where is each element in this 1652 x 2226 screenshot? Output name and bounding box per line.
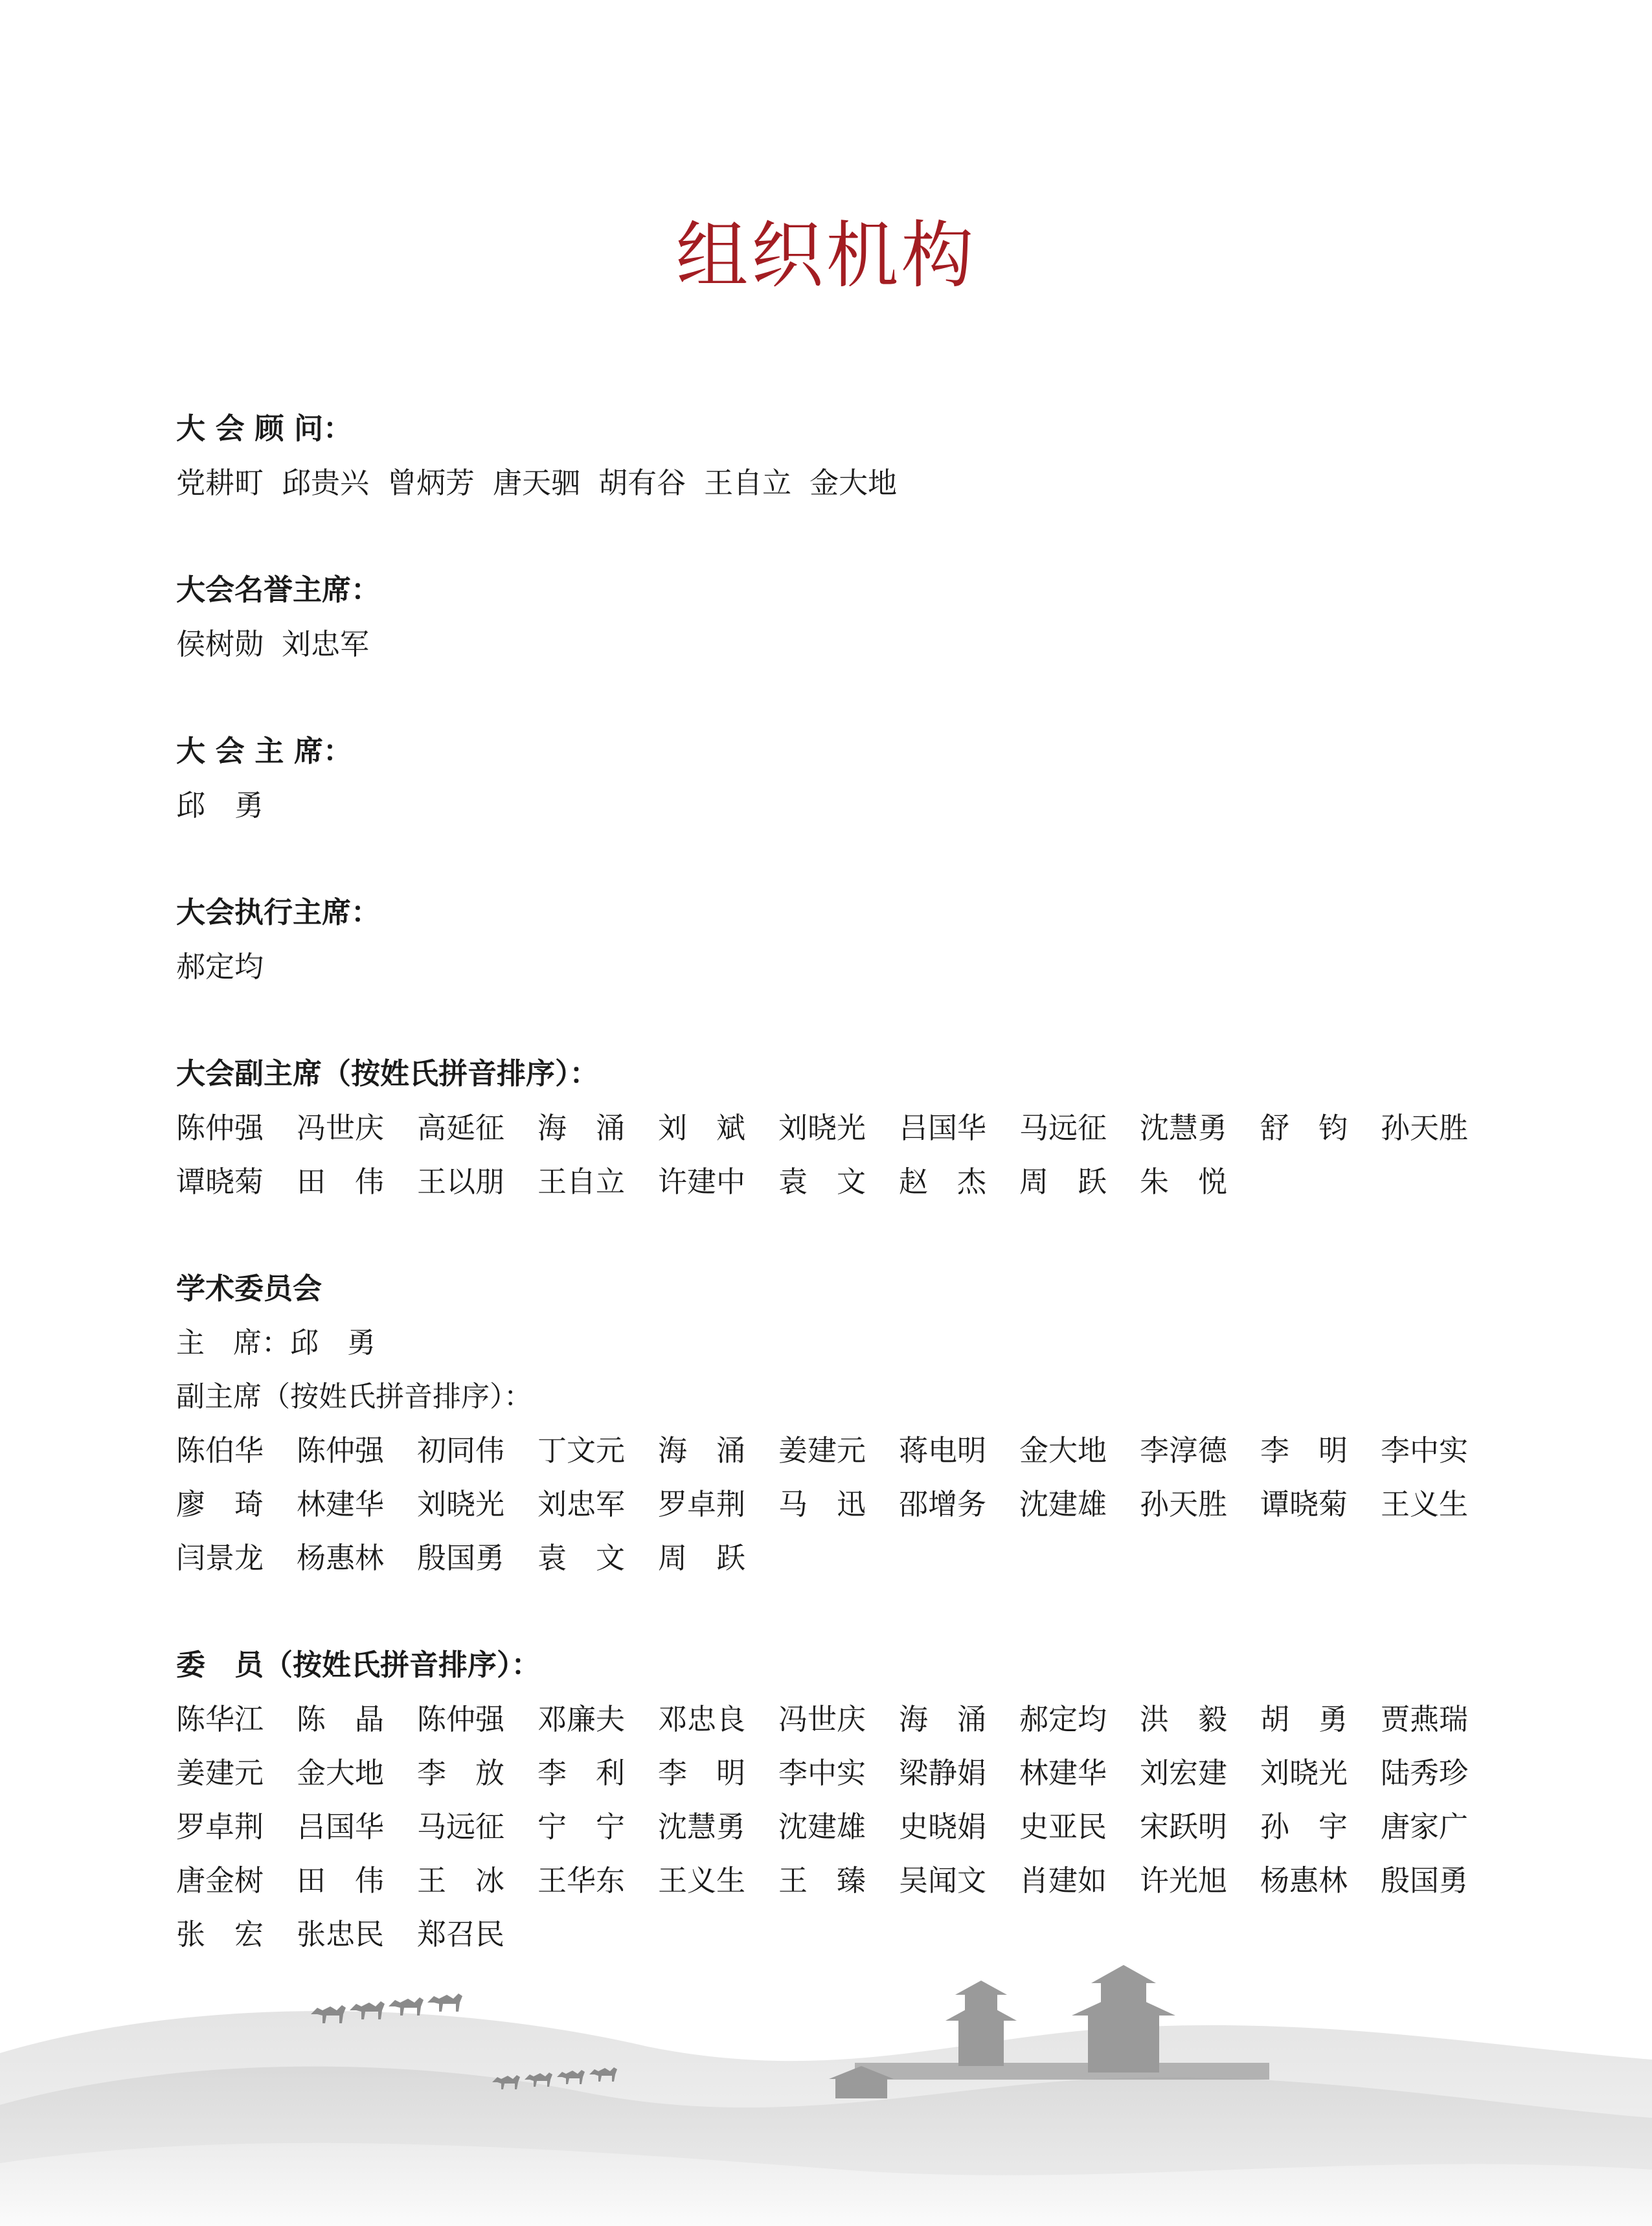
advisors-names xyxy=(176,456,1484,510)
member-name: 吴闻文 xyxy=(899,1863,987,1898)
academic-vice-name: 袁 文 xyxy=(537,1541,626,1575)
academic-vice-name: 海 涌 xyxy=(658,1433,746,1468)
academic-vice-name: 姜建元 xyxy=(778,1433,866,1468)
honorary-chair-names xyxy=(176,617,1484,671)
desert-landscape-illustration xyxy=(0,1956,1652,2226)
executive-chair-names xyxy=(176,940,1484,994)
member-name: 宁 宁 xyxy=(537,1810,626,1844)
member-name: 史晓娟 xyxy=(899,1810,987,1844)
member-name: 王 冰 xyxy=(417,1863,505,1898)
member-name: 金大地 xyxy=(297,1756,385,1790)
academic-vice-name: 谭晓菊 xyxy=(1260,1487,1348,1521)
member-name: 李中实 xyxy=(778,1756,866,1790)
member-name: 冯世庆 xyxy=(778,1702,866,1736)
member-name: 贾燕瑞 xyxy=(1381,1702,1469,1736)
member-name: 陆秀珍 xyxy=(1381,1756,1469,1790)
advisor-name: 党耕町 xyxy=(176,466,264,500)
member-name: 刘宏建 xyxy=(1140,1756,1228,1790)
academic-vice-name: 杨惠林 xyxy=(297,1541,385,1575)
member-name: 陈 晶 xyxy=(297,1702,385,1736)
academic-vice-name: 陈仲强 xyxy=(297,1433,385,1468)
academic-committee-heading: 学术委员会 xyxy=(176,1271,322,1306)
members-row xyxy=(176,1800,1484,1854)
vice-chair-name: 冯世庆 xyxy=(297,1111,385,1145)
member-name: 陈华江 xyxy=(176,1702,264,1736)
vice-chair-name: 刘 斌 xyxy=(658,1111,746,1145)
page-title: 组织机构 xyxy=(675,214,977,298)
vice-chair-name: 王自立 xyxy=(537,1164,626,1199)
members-row xyxy=(176,1746,1484,1800)
honorary-chair-heading: 大会名誉主席： xyxy=(176,573,381,607)
member-name: 殷国勇 xyxy=(1381,1863,1469,1898)
member-name: 李 利 xyxy=(537,1756,626,1790)
section-academic-committee xyxy=(176,1262,1484,1585)
chair-names xyxy=(176,778,1484,832)
vice-chair-name: 袁 文 xyxy=(778,1164,866,1199)
chair-heading: 大 会 主 席： xyxy=(176,734,352,768)
vice-chair-name: 高延征 xyxy=(417,1111,505,1145)
member-name: 邓忠良 xyxy=(658,1702,746,1736)
member-name: 洪 毅 xyxy=(1140,1702,1228,1736)
member-name: 刘晓光 xyxy=(1260,1756,1348,1790)
vice-chair-name: 刘晓光 xyxy=(778,1111,866,1145)
member-name: 林建华 xyxy=(1019,1756,1107,1790)
member-name: 姜建元 xyxy=(176,1756,264,1790)
executive-chair-heading: 大会执行主席： xyxy=(176,895,381,929)
member-name: 孙 宇 xyxy=(1260,1810,1348,1844)
member-name: 梁静娟 xyxy=(899,1756,987,1790)
vice-chair-name: 谭晓菊 xyxy=(176,1164,264,1199)
academic-vice-name: 马 迅 xyxy=(778,1487,866,1521)
academic-vice-name: 初同伟 xyxy=(417,1433,505,1468)
section-executive-chair xyxy=(176,885,1484,994)
academic-vice-name: 金大地 xyxy=(1019,1433,1107,1468)
member-name: 李 明 xyxy=(658,1756,746,1790)
member-name: 许光旭 xyxy=(1140,1863,1228,1898)
advisor-name: 王自立 xyxy=(704,466,792,500)
member-name: 胡 勇 xyxy=(1260,1702,1348,1736)
section-honorary-chair xyxy=(176,563,1484,671)
academic-vice-name: 廖 琦 xyxy=(176,1487,264,1521)
members-row xyxy=(176,1907,1484,1961)
academic-vice-row xyxy=(176,1531,1484,1585)
member-name: 海 涌 xyxy=(899,1702,987,1736)
vice-chair-name: 沈慧勇 xyxy=(1140,1111,1228,1145)
advisor-name: 邱贵兴 xyxy=(282,466,370,500)
academic-vice-name: 李淳德 xyxy=(1140,1433,1228,1468)
academic-vice-name: 周 跃 xyxy=(658,1541,746,1575)
vice-chair-name: 朱 悦 xyxy=(1140,1164,1228,1199)
vice-chair-name: 吕国华 xyxy=(899,1111,987,1145)
academic-vice-name: 罗卓荆 xyxy=(658,1487,746,1521)
member-name: 罗卓荆 xyxy=(176,1810,264,1844)
member-name: 邓廉夫 xyxy=(537,1702,626,1736)
member-name: 史亚民 xyxy=(1019,1810,1107,1844)
members-row xyxy=(176,1692,1484,1746)
vice-chair-name: 王以朋 xyxy=(417,1164,505,1199)
vice-chair-name: 孙天胜 xyxy=(1381,1111,1469,1145)
advisor-name: 曾炳芳 xyxy=(387,466,475,500)
academic-vice-name: 丁文元 xyxy=(537,1433,626,1468)
member-name: 沈建雄 xyxy=(778,1810,866,1844)
vice-chair-name: 舒 钧 xyxy=(1260,1111,1348,1145)
chair-name: 邱 勇 xyxy=(176,788,264,823)
academic-vice-name: 陈伯华 xyxy=(176,1433,264,1468)
vice-chair-name: 陈仲强 xyxy=(176,1111,264,1145)
vice-chair-name: 马远征 xyxy=(1019,1111,1107,1145)
academic-vice-name: 闫景龙 xyxy=(176,1541,264,1575)
member-name: 肖建如 xyxy=(1019,1863,1107,1898)
member-name: 李 放 xyxy=(417,1756,505,1790)
member-name: 王华东 xyxy=(537,1863,626,1898)
member-name: 郑召民 xyxy=(417,1917,505,1951)
vice-chair-name: 海 涌 xyxy=(537,1111,626,1145)
member-name: 张 宏 xyxy=(176,1917,264,1951)
academic-chair-line: 主 席：邱 勇 xyxy=(176,1326,376,1359)
member-name: 马远征 xyxy=(417,1810,505,1844)
member-name: 田 伟 xyxy=(297,1863,385,1898)
vice-chair-name: 许建中 xyxy=(658,1164,746,1199)
academic-vice-row xyxy=(176,1477,1484,1531)
section-vice-chairs xyxy=(176,1047,1484,1209)
advisor-name: 唐天驷 xyxy=(493,466,581,500)
advisor-name: 金大地 xyxy=(809,466,898,500)
member-name: 唐金树 xyxy=(176,1863,264,1898)
vice-chairs-row xyxy=(176,1155,1484,1209)
academic-vice-name: 王义生 xyxy=(1381,1487,1469,1521)
executive-chair-name: 郝定均 xyxy=(176,949,264,984)
academic-vice-name: 邵增务 xyxy=(899,1487,987,1521)
section-advisors xyxy=(176,402,1484,510)
academic-vice-name: 林建华 xyxy=(297,1487,385,1521)
member-name: 王 臻 xyxy=(778,1863,866,1898)
member-name: 唐家广 xyxy=(1381,1810,1469,1844)
member-name: 陈仲强 xyxy=(417,1702,505,1736)
member-name: 张忠民 xyxy=(297,1917,385,1951)
member-name: 吕国华 xyxy=(297,1810,385,1844)
advisors-heading: 大 会 顾 问： xyxy=(176,411,352,446)
member-name: 沈慧勇 xyxy=(658,1810,746,1844)
organization-content xyxy=(176,402,1484,1961)
academic-vice-heading: 副主席（按姓氏拼音排序）： xyxy=(176,1380,532,1413)
academic-vice-name: 殷国勇 xyxy=(417,1541,505,1575)
member-name: 宋跃明 xyxy=(1140,1810,1228,1844)
member-name: 郝定均 xyxy=(1019,1702,1107,1736)
vice-chair-name: 周 跃 xyxy=(1019,1164,1107,1199)
vice-chair-name: 田 伟 xyxy=(297,1164,385,1199)
member-name: 杨惠林 xyxy=(1260,1863,1348,1898)
vice-chairs-row xyxy=(176,1101,1484,1155)
members-heading: 委 员（按姓氏拼音排序）： xyxy=(176,1648,541,1682)
academic-vice-name: 孙天胜 xyxy=(1140,1487,1228,1521)
honorary-chair-name: 侯树勋 xyxy=(176,627,264,661)
vice-chairs-heading: 大会副主席（按姓氏拼音排序）： xyxy=(176,1056,599,1091)
academic-vice-name: 刘忠军 xyxy=(537,1487,626,1521)
vice-chair-name: 赵 杰 xyxy=(899,1164,987,1199)
academic-vice-name: 沈建雄 xyxy=(1019,1487,1107,1521)
academic-vice-row xyxy=(176,1424,1484,1477)
member-name: 王义生 xyxy=(658,1863,746,1898)
academic-vice-name: 李中实 xyxy=(1381,1433,1469,1468)
section-chair xyxy=(176,724,1484,832)
academic-vice-name: 蒋电明 xyxy=(899,1433,987,1468)
members-row xyxy=(176,1854,1484,1907)
advisor-name: 胡有谷 xyxy=(598,466,686,500)
academic-vice-name: 刘晓光 xyxy=(417,1487,505,1521)
section-members xyxy=(176,1638,1484,1961)
academic-vice-name: 李 明 xyxy=(1260,1433,1348,1468)
honorary-chair-name: 刘忠军 xyxy=(282,627,370,661)
